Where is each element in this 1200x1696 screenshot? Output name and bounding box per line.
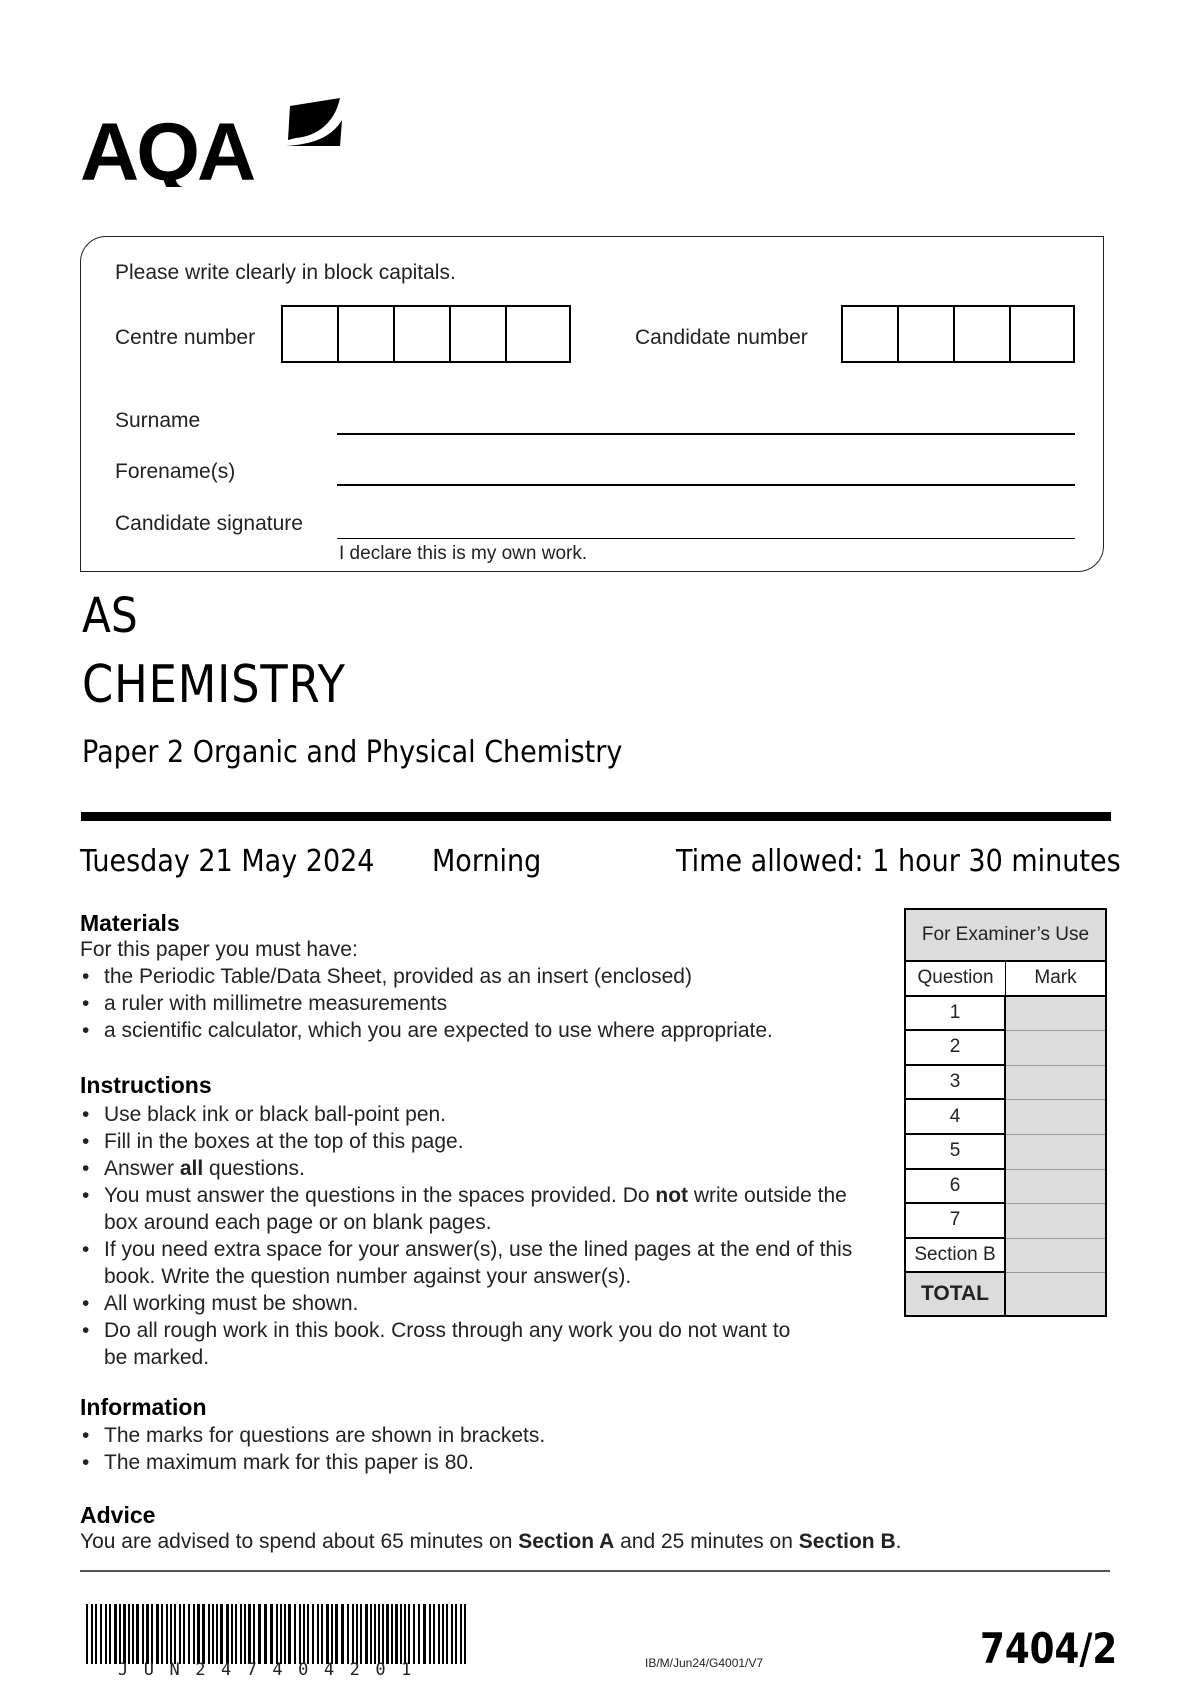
centre-digit-box[interactable] bbox=[507, 307, 563, 361]
barcode-bar bbox=[335, 1604, 338, 1664]
examiner-table-title: For Examiner’s Use bbox=[906, 910, 1105, 962]
examiner-use-table bbox=[904, 908, 1107, 1317]
barcode-bar bbox=[95, 1604, 97, 1664]
barcode-bar bbox=[220, 1604, 223, 1664]
forenames-label: Forename(s) bbox=[115, 460, 236, 483]
barcode-bar bbox=[451, 1604, 453, 1664]
barcode-bar bbox=[370, 1604, 372, 1664]
barcode-bar bbox=[253, 1604, 255, 1664]
surname-field[interactable] bbox=[337, 433, 1075, 435]
paper-title: Paper 2 Organic and Physical Chemistry bbox=[82, 735, 623, 770]
barcode-bar bbox=[119, 1604, 121, 1664]
barcode-bar bbox=[128, 1604, 130, 1664]
block-capitals-instruction: Please write clearly in block capitals. bbox=[115, 261, 456, 284]
question-number: 3 bbox=[906, 1066, 1006, 1101]
barcode-bar bbox=[284, 1604, 286, 1664]
mark-cell bbox=[1006, 1204, 1105, 1239]
instructions-heading: Instructions bbox=[80, 1072, 212, 1098]
aqa-logo bbox=[80, 92, 350, 187]
barcode-bar bbox=[132, 1604, 134, 1664]
forenames-field[interactable] bbox=[337, 484, 1075, 486]
barcode-bar bbox=[321, 1604, 323, 1664]
barcode-bar bbox=[170, 1604, 172, 1664]
barcode-bar bbox=[418, 1604, 420, 1664]
question-column-header: Question bbox=[906, 962, 1006, 997]
barcode-bar bbox=[312, 1604, 314, 1664]
barcode-bar bbox=[378, 1604, 380, 1664]
centre-digit-box[interactable] bbox=[451, 307, 507, 361]
question-number: 6 bbox=[906, 1170, 1006, 1205]
list-item: • the Periodic Table/Data Sheet, provided as an insert (enclosed) bbox=[82, 963, 902, 990]
barcode-bar bbox=[413, 1604, 415, 1664]
barcode-bar bbox=[365, 1604, 368, 1664]
advice-heading: Advice bbox=[80, 1502, 156, 1528]
barcode-bar bbox=[142, 1604, 144, 1664]
information-list bbox=[82, 1422, 882, 1476]
question-number: 1 bbox=[906, 997, 1006, 1032]
mark-cell bbox=[1006, 1100, 1105, 1135]
barcode-bar bbox=[105, 1604, 107, 1664]
qualification-level: AS bbox=[82, 588, 138, 644]
barcode-number: JUN247404201 bbox=[118, 1660, 427, 1680]
list-item: • All working must be shown. bbox=[82, 1290, 882, 1317]
barcode-bar bbox=[303, 1604, 305, 1664]
barcode-bar bbox=[183, 1604, 185, 1664]
barcode-bar bbox=[179, 1604, 181, 1664]
barcode-bar bbox=[307, 1604, 309, 1664]
mark-cell bbox=[1006, 1066, 1105, 1101]
barcode-bar bbox=[235, 1604, 237, 1664]
candidate-digit-box[interactable] bbox=[843, 307, 899, 361]
list-item: • Use black ink or black ball-point pen. bbox=[82, 1101, 882, 1128]
total-label: TOTAL bbox=[906, 1273, 1006, 1315]
barcode-bar bbox=[100, 1604, 102, 1664]
barcode-bar bbox=[423, 1604, 426, 1664]
barcode-bar bbox=[442, 1604, 444, 1664]
mark-column-header: Mark bbox=[1006, 962, 1105, 997]
question-number: 5 bbox=[906, 1135, 1006, 1170]
section-b-label: Section B bbox=[906, 1239, 1006, 1274]
barcode-bar bbox=[212, 1604, 214, 1664]
aqa-leaf-icon bbox=[286, 98, 342, 146]
barcode-bar bbox=[188, 1604, 190, 1664]
centre-digit-box[interactable] bbox=[339, 307, 395, 361]
svg-text:AQA: AQA bbox=[80, 107, 254, 187]
subject-title: CHEMISTRY bbox=[82, 655, 346, 715]
barcode-bar bbox=[166, 1604, 168, 1664]
barcode-bar bbox=[280, 1604, 282, 1664]
barcode-bar bbox=[391, 1604, 393, 1664]
barcode-bar bbox=[276, 1604, 278, 1664]
question-number: 7 bbox=[906, 1204, 1006, 1239]
barcode-bar bbox=[226, 1604, 229, 1664]
barcode-bar bbox=[438, 1604, 440, 1664]
barcode-bar bbox=[395, 1604, 398, 1664]
instructions-list bbox=[82, 1101, 882, 1371]
barcode-bar bbox=[264, 1604, 267, 1664]
question-number: 2 bbox=[906, 1031, 1006, 1066]
list-item: • Do all rough work in this book. Cross through any work you do not want to be marked. bbox=[82, 1317, 794, 1371]
barcode-bar bbox=[156, 1604, 159, 1664]
centre-digit-box[interactable] bbox=[283, 307, 339, 361]
mark-cell bbox=[1006, 1170, 1105, 1205]
barcode-bar bbox=[446, 1604, 448, 1664]
barcode-bar bbox=[91, 1604, 93, 1664]
list-item: • a ruler with millimetre measurements bbox=[82, 990, 902, 1017]
barcode-bar bbox=[151, 1604, 153, 1664]
exam-session: Morning bbox=[432, 844, 542, 879]
barcode-bar bbox=[299, 1604, 301, 1664]
barcode-bar bbox=[258, 1604, 261, 1664]
materials-list bbox=[82, 963, 902, 1044]
barcode-bar bbox=[146, 1604, 149, 1664]
barcode-bar bbox=[433, 1604, 435, 1664]
advice-text: You are advised to spend about 65 minutes on Section A and 25 minutes on Section B. bbox=[80, 1530, 902, 1553]
barcode-bar bbox=[352, 1604, 354, 1664]
candidate-digit-box[interactable] bbox=[899, 307, 955, 361]
information-heading: Information bbox=[80, 1394, 207, 1420]
candidate-number-label: Candidate number bbox=[635, 326, 808, 349]
list-item: • If you need extra space for your answer(s), use the lined pages at the end of this book. Write the question number against your answer(s). bbox=[82, 1236, 884, 1290]
barcode-bar bbox=[208, 1604, 210, 1664]
barcode-bar bbox=[109, 1604, 111, 1664]
signature-label: Candidate signature bbox=[115, 512, 303, 535]
document-reference: IB/M/Jun24/G4001/V7 bbox=[645, 1656, 764, 1670]
question-number: 4 bbox=[906, 1100, 1006, 1135]
mark-cell bbox=[1006, 1031, 1105, 1066]
footer-divider bbox=[80, 1570, 1110, 1572]
barcode-bar bbox=[347, 1604, 349, 1664]
barcode-bar bbox=[161, 1604, 163, 1664]
barcode bbox=[86, 1604, 471, 1664]
title-divider bbox=[81, 812, 1111, 821]
barcode-bar bbox=[382, 1604, 384, 1664]
materials-intro: For this paper you must have: bbox=[80, 938, 358, 961]
barcode-bar bbox=[317, 1604, 319, 1664]
centre-number-label: Centre number bbox=[115, 326, 256, 349]
barcode-bar bbox=[136, 1604, 139, 1664]
candidate-digit-box[interactable] bbox=[955, 307, 1011, 361]
mark-cell bbox=[1006, 1135, 1105, 1170]
barcode-bar bbox=[202, 1604, 205, 1664]
barcode-bar bbox=[244, 1604, 246, 1664]
barcode-bar bbox=[248, 1604, 251, 1664]
paper-code: 7404/2 bbox=[980, 1624, 1118, 1673]
list-item: • Fill in the boxes at the top of this page. bbox=[82, 1128, 882, 1155]
declaration-text: I declare this is my own work. bbox=[339, 543, 588, 564]
barcode-bar bbox=[360, 1604, 362, 1664]
list-item: • Answer all questions. bbox=[82, 1155, 882, 1182]
barcode-bar bbox=[197, 1604, 200, 1664]
surname-label: Surname bbox=[115, 409, 201, 432]
barcode-bar bbox=[356, 1604, 358, 1664]
list-item: • a scientific calculator, which you are expected to use where appropriate. bbox=[82, 1017, 902, 1044]
barcode-bar bbox=[408, 1604, 410, 1664]
barcode-bar bbox=[404, 1604, 406, 1664]
barcode-bar bbox=[294, 1604, 296, 1664]
total-mark-cell bbox=[1006, 1273, 1105, 1315]
barcode-bar bbox=[386, 1604, 389, 1664]
barcode-bar bbox=[460, 1604, 462, 1664]
barcode-bar bbox=[455, 1604, 457, 1664]
barcode-bar bbox=[86, 1604, 88, 1664]
barcode-bar bbox=[326, 1604, 329, 1664]
mark-cell bbox=[1006, 997, 1105, 1032]
barcode-bar bbox=[270, 1604, 273, 1664]
exam-date: Tuesday 21 May 2024 bbox=[80, 844, 375, 879]
barcode-bar bbox=[331, 1604, 333, 1664]
barcode-bar bbox=[400, 1604, 402, 1664]
candidate-number-boxes[interactable] bbox=[841, 305, 1075, 363]
list-item: • You must answer the questions in the spaces provided. Do not write outside the box around each page or on blank pages. bbox=[82, 1182, 874, 1236]
materials-heading: Materials bbox=[80, 910, 180, 936]
barcode-bar bbox=[114, 1604, 117, 1664]
barcode-bar bbox=[240, 1604, 242, 1664]
barcode-bar bbox=[374, 1604, 376, 1664]
signature-field[interactable] bbox=[337, 538, 1075, 539]
barcode-bar bbox=[123, 1604, 126, 1664]
barcode-bar bbox=[174, 1604, 176, 1664]
mark-cell bbox=[1006, 1239, 1105, 1274]
barcode-bar bbox=[231, 1604, 233, 1664]
barcode-bar bbox=[464, 1604, 466, 1664]
time-allowed: Time allowed: 1 hour 30 minutes bbox=[676, 844, 1121, 879]
list-item: • The marks for questions are shown in brackets. bbox=[82, 1422, 882, 1449]
centre-number-boxes[interactable] bbox=[281, 305, 571, 363]
barcode-bar bbox=[429, 1604, 431, 1664]
barcode-bar bbox=[193, 1604, 195, 1664]
barcode-bar bbox=[288, 1604, 291, 1664]
candidate-details-box bbox=[80, 236, 1104, 572]
list-item: • The maximum mark for this paper is 80. bbox=[82, 1449, 882, 1476]
candidate-digit-box[interactable] bbox=[1011, 307, 1067, 361]
barcode-bar bbox=[216, 1604, 218, 1664]
centre-digit-box[interactable] bbox=[395, 307, 451, 361]
barcode-bar bbox=[341, 1604, 344, 1664]
